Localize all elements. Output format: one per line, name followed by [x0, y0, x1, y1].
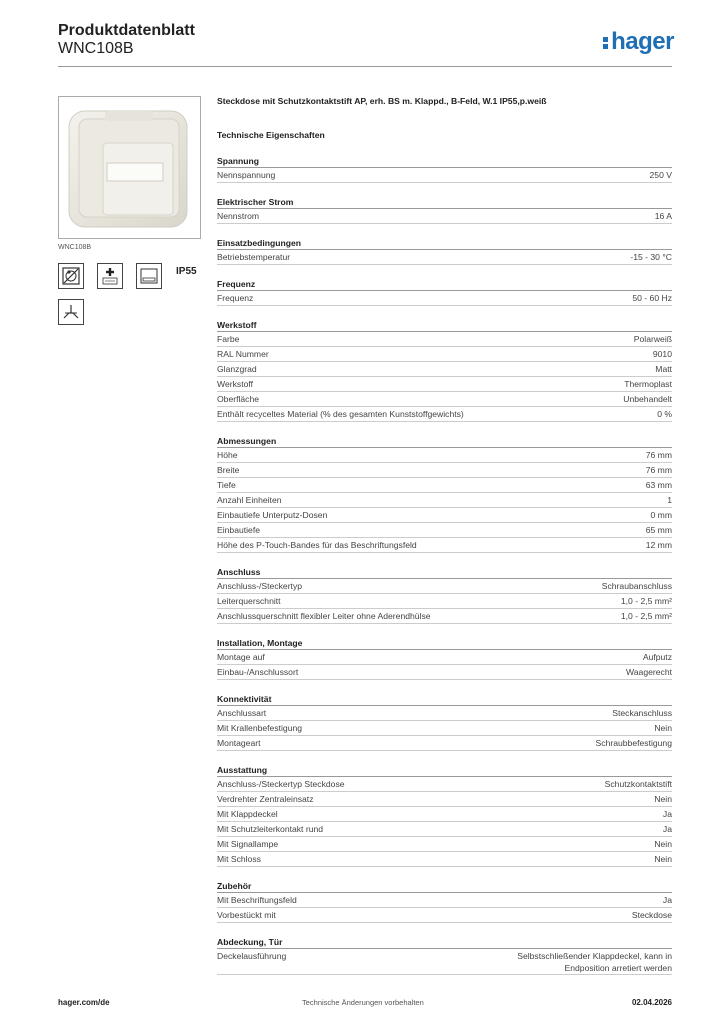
spec-row [217, 448, 672, 463]
section-title: Elektrischer Strom [217, 195, 672, 209]
spec-label: Höhe des P-Touch-Bandes für das Beschriftungsfeld [217, 540, 417, 550]
spec-label: Verdrehter Zentraleinsatz [217, 794, 314, 804]
spec-row [217, 392, 672, 407]
spec-label: Mit Signallampe [217, 839, 279, 849]
spec-label: Oberfläche [217, 394, 260, 404]
spec-label: Einbau-/Anschlussort [217, 667, 299, 677]
spec-label: Anschluss-/Steckertyp [217, 581, 303, 591]
footer-note: Technische Änderungen vorbehalten [302, 998, 424, 1007]
spec-row [217, 721, 672, 736]
spec-value: Polarweiß [633, 334, 672, 344]
spec-value: 50 - 60 Hz [632, 293, 672, 303]
spec-value: 76 mm [645, 465, 672, 475]
section-title: Konnektivität [217, 692, 672, 706]
spec-value: Nein [654, 794, 672, 804]
spec-label: Mit Beschriftungsfeld [217, 895, 297, 905]
footer-website: hager.com/de [58, 998, 110, 1007]
spec-row [217, 362, 672, 377]
spec-value: 1,0 - 2,5 mm² [620, 596, 672, 606]
spec-section [217, 154, 672, 183]
spec-value: 63 mm [645, 480, 672, 490]
spec-label: Anschluss-/Steckertyp Steckdose [217, 779, 345, 789]
spec-label: Werkstoff [217, 379, 253, 389]
spec-label: Mit Klappdeckel [217, 809, 278, 819]
spec-sections [217, 154, 672, 987]
logo-text: hager [611, 28, 674, 55]
spec-value: 76 mm [645, 450, 672, 460]
section-title: Abdeckung, Tür [217, 935, 672, 949]
spec-value: Schraubanschluss [601, 581, 672, 591]
spec-row [217, 508, 672, 523]
spec-row [217, 706, 672, 721]
section-title: Ausstattung [217, 763, 672, 777]
spec-value: 12 mm [645, 540, 672, 550]
spec-section [217, 236, 672, 265]
spec-row [217, 650, 672, 665]
spec-section [217, 636, 672, 680]
spec-value: 1,0 - 2,5 mm² [620, 611, 672, 621]
spec-value: Nein [654, 854, 672, 864]
spec-label: Betriebstemperatur [217, 252, 291, 262]
spec-label: RAL Nummer [217, 349, 269, 359]
spec-label: Einbautiefe Unterputz-Dosen [217, 510, 328, 520]
spec-value: Thermoplast [624, 379, 672, 389]
spec-row [217, 463, 672, 478]
label-field-icon [136, 263, 162, 289]
image-caption: WNC108B [58, 244, 92, 251]
document-title: Produktdatenblatt [58, 22, 195, 39]
spec-label: Tiefe [217, 480, 236, 490]
spec-label: Glanzgrad [217, 364, 257, 374]
header-divider [58, 66, 672, 67]
section-title: Zubehör [217, 879, 672, 893]
earth-pole-icon [97, 263, 123, 289]
spec-value: Steckanschluss [612, 708, 672, 718]
spec-value: Ja [662, 809, 672, 819]
socket-child-protection-icon [58, 263, 84, 289]
spec-row [217, 609, 672, 624]
spec-row [217, 332, 672, 347]
spec-value: 9010 [652, 349, 672, 359]
spec-value: Waagerecht [625, 667, 672, 677]
spec-row [217, 852, 672, 867]
spec-value: 250 V [649, 170, 672, 180]
product-description: Steckdose mit Schutzkontaktstift AP, erh. BS m. Klappd., B-Feld, W.1 IP55,p.weiß [217, 96, 547, 106]
spec-row [217, 949, 672, 975]
spec-row [217, 777, 672, 792]
spec-value: 0 % [657, 409, 672, 419]
spec-value: Ja [662, 895, 672, 905]
spec-section [217, 692, 672, 751]
spec-section [217, 935, 672, 975]
spec-label: Nennstrom [217, 211, 260, 221]
spec-row [217, 792, 672, 807]
spec-label: Mit Schloss [217, 854, 261, 864]
spec-row [217, 807, 672, 822]
section-title: Installation, Montage [217, 636, 672, 650]
spec-label: Montage auf [217, 652, 265, 662]
spec-row [217, 250, 672, 265]
spec-section [217, 763, 672, 867]
spec-value: Nein [654, 723, 672, 733]
spec-value: Nein [654, 839, 672, 849]
spec-row [217, 291, 672, 306]
socket-product-icon [59, 97, 200, 238]
spec-value: 0 mm [650, 510, 672, 520]
section-title: Einsatzbedingungen [217, 236, 672, 250]
spec-label: Leiterquerschnitt [217, 596, 281, 606]
technical-properties-heading: Technische Eigenschaften [217, 130, 325, 140]
spec-label: Nennspannung [217, 170, 276, 180]
spec-section [217, 879, 672, 923]
spec-row [217, 822, 672, 837]
spec-label: Vorbestückt mit [217, 910, 276, 920]
spec-value: Unbehandelt [623, 394, 672, 404]
spec-label: Frequenz [217, 293, 254, 303]
section-title: Frequenz [217, 277, 672, 291]
spec-label: Höhe [217, 450, 238, 460]
spec-value: 65 mm [645, 525, 672, 535]
footer-date: 02.04.2026 [631, 998, 672, 1007]
spec-row [217, 478, 672, 493]
spec-row [217, 594, 672, 609]
spec-label: Farbe [217, 334, 240, 344]
spec-label: Anschlussart [217, 708, 267, 718]
spec-row [217, 493, 672, 508]
spec-row [217, 908, 672, 923]
spec-section [217, 434, 672, 553]
spec-row [217, 893, 672, 908]
ip-rating-label: IP55 [176, 266, 197, 277]
spec-value: 16 A [654, 211, 672, 221]
spec-row [217, 837, 672, 852]
spec-row [217, 523, 672, 538]
spec-value: Aufputz [642, 652, 672, 662]
spec-label: Mit Schutzleiterkontakt rund [217, 824, 324, 834]
spec-section [217, 565, 672, 624]
product-code: WNC108B [58, 40, 134, 57]
logo-dots-icon [603, 35, 609, 51]
spec-value: Selbstschließender Klappdeckel, kann in Endposition arretiert werden [517, 951, 672, 973]
spec-value: Steckdose [631, 910, 672, 920]
spec-row [217, 377, 672, 392]
spec-label: Montageart [217, 738, 261, 748]
spec-label: Enthält recyceltes Material (% des gesamten Kunststoffgewichts) [217, 409, 464, 419]
spec-label: Einbautiefe [217, 525, 261, 535]
section-title: Spannung [217, 154, 672, 168]
spec-row [217, 579, 672, 594]
spec-row [217, 538, 672, 553]
section-title: Anschluss [217, 565, 672, 579]
spec-label: Deckelausführung [217, 951, 287, 961]
spec-row [217, 407, 672, 422]
spec-label: Anschlussquerschnitt flexibler Leiter ohne Aderendhülse [217, 611, 431, 621]
spec-row [217, 665, 672, 680]
spec-row [217, 347, 672, 362]
spec-label: Mit Krallenbefestigung [217, 723, 303, 733]
spec-value: Ja [662, 824, 672, 834]
section-title: Werkstoff [217, 318, 672, 332]
spec-label: Breite [217, 465, 240, 475]
spec-section [217, 195, 672, 224]
spec-value: 1 [667, 495, 672, 505]
spec-value: -15 - 30 °C [630, 252, 672, 262]
spec-value: Matt [655, 364, 672, 374]
product-image [58, 96, 201, 239]
brand-logo [603, 28, 674, 56]
screw-terminal-icon [58, 299, 84, 325]
spec-section [217, 318, 672, 422]
spec-section [217, 277, 672, 306]
spec-row [217, 736, 672, 751]
spec-value: Schraubbefestigung [595, 738, 672, 748]
spec-value: Schutzkontaktstift [604, 779, 672, 789]
spec-label: Anzahl Einheiten [217, 495, 282, 505]
section-title: Abmessungen [217, 434, 672, 448]
spec-row [217, 168, 672, 183]
spec-row [217, 209, 672, 224]
